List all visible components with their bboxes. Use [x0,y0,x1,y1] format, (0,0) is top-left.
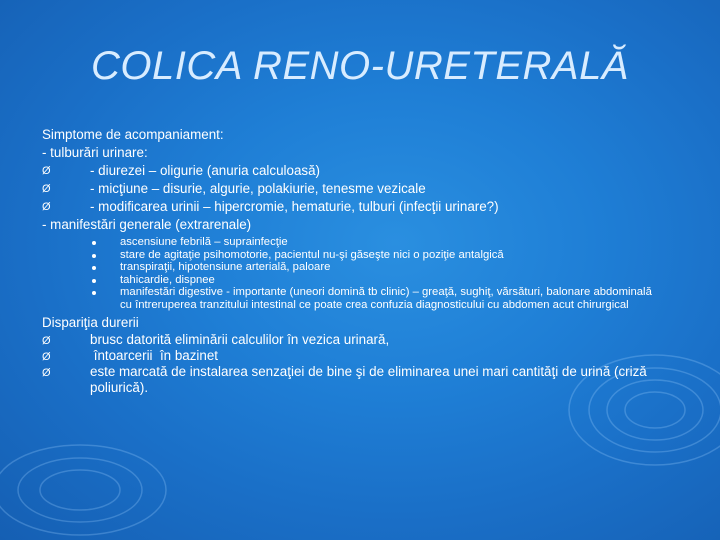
dot-bullet-icon [92,291,96,295]
list-item-text: manifestări digestive - importante (uneori domină tb clinic) – greaţă, sughiţ, vărsături, balonare abdominală cu întreruperea tranzitului intestinal ce poate crea confuzia diagnosticului cu abdomen acut chirurgical [120,286,652,311]
list-item-text: brusc datorită eliminării calculilor în vezica urinară, [90,331,390,347]
list-item [42,198,692,216]
list-item-text: - micţiune – disurie, algurie, polakiurie, tenesme vezicale [90,181,426,196]
list-item [42,364,690,396]
list-item-text: tahicardie, dispnee [120,273,215,286]
arrow-bullet-icon: Ø [42,165,51,177]
list-item [42,286,660,311]
general-manifestations-list [42,236,692,312]
arrow-bullet-icon: Ø [42,183,51,195]
list-item [42,261,660,274]
slide-title: COLICA RENO-URETERALĂ [91,44,629,88]
list-item-text: - diurezei – oligurie (anuria calculoasă) [90,163,320,178]
list-item-text: întoarcerii în bazinet [90,347,219,363]
list-item [42,249,660,262]
list-item [42,332,690,348]
list-item-text: este marcată de instalarea senzaţiei de bine şi de eliminarea unei mari cantităţi de urină (criză poliurică). [90,363,647,395]
arrow-bullet-icon: Ø [42,334,51,347]
dot-bullet-icon [92,241,96,245]
general-manifestations-heading: - manifestări generale (extrarenale) [42,217,252,232]
list-item [42,348,690,364]
list-item-text: ascensiune febrilă – suprainfecţie [120,236,288,248]
list-item-text: transpiraţii, hipotensiune arterială, paloare [120,261,331,274]
list-item-text: - modificarea urinii – hipercromie, hematurie, tulburi (infecţii urinare?) [90,199,499,214]
arrow-bullet-icon: Ø [42,350,51,363]
urinary-disorders-heading: - tulburări urinare: [42,145,148,160]
slide-body [42,126,692,396]
dot-bullet-icon [92,279,96,283]
dot-bullet-icon [92,266,96,270]
list-item [42,274,660,287]
list-item [42,180,692,198]
arrow-bullet-icon: Ø [42,201,51,213]
list-item [42,162,692,180]
list-item-text: stare de agitaţie psihomotorie, pacientul nu-şi găseşte nici o poziţie antalgică [120,248,504,261]
section-heading-symptoms: Simptome de acompaniament: [42,127,224,142]
section-heading-pain: Dispariţia durerii [42,314,139,330]
dot-bullet-icon [92,254,96,258]
arrow-bullet-icon: Ø [42,366,51,379]
list-item [42,236,660,249]
